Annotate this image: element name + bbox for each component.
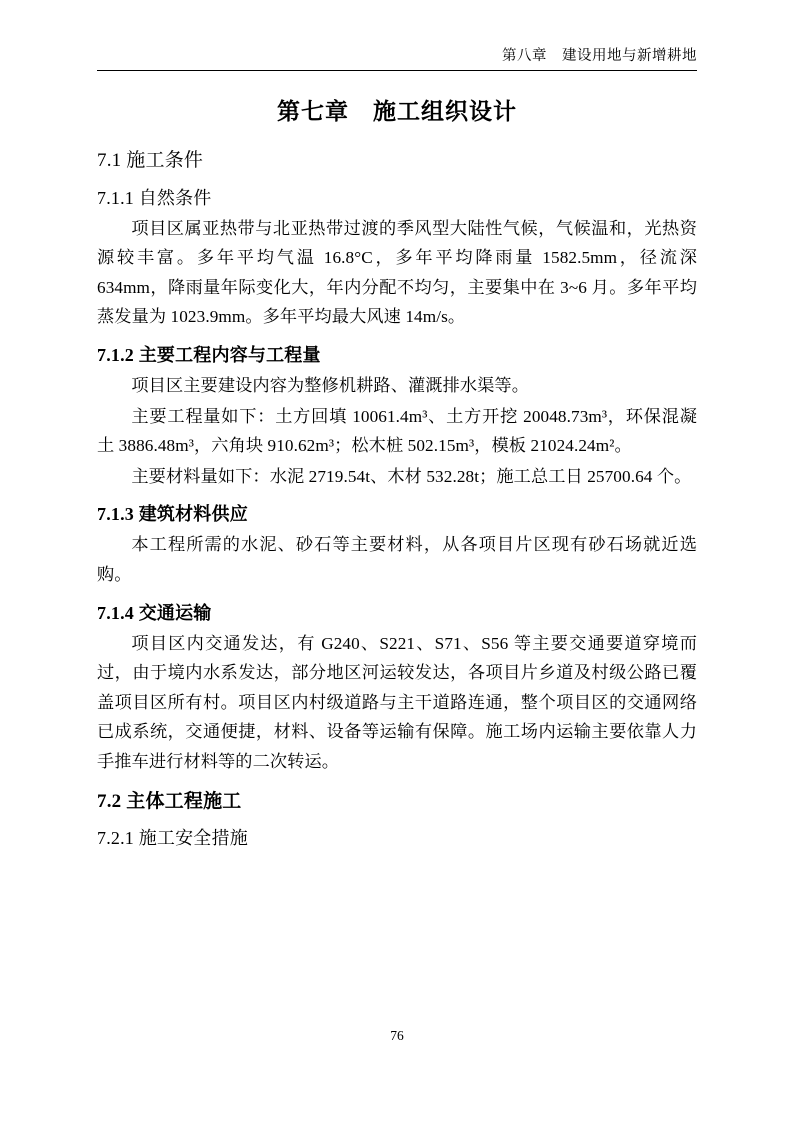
section-heading-7-1: 7.1 施工条件 bbox=[97, 150, 204, 171]
section-heading-7-2-1: 7.2.1 施工安全措施 bbox=[97, 828, 248, 849]
section-heading-7-2: 7.2 主体工程施工 bbox=[97, 790, 242, 812]
paragraph-quantities: 主要工程量如下：土方回填 10061.4m³、土方开挖 20048.73m³，环保混凝土 3886.48m³，六角块 910.62m³；松木桩 502.15m³，模板 21024.24m²。 bbox=[97, 406, 697, 456]
section-heading-7-1-2: 7.1.2 主要工程内容与工程量 bbox=[97, 344, 321, 365]
paragraph-main-content: 项目区主要建设内容为整修机耕路、灌溉排水渠等。 bbox=[131, 376, 530, 396]
section-heading-7-1-3: 7.1.3 建筑材料供应 bbox=[97, 504, 248, 525]
paragraph-material-supply: 本工程所需的水泥、砂石等主要材料，从各项目片区现有砂石场就近选购。 bbox=[97, 535, 697, 585]
section-heading-7-1-1: 7.1.1 自然条件 bbox=[97, 187, 212, 208]
paragraph-transportation: 项目区内交通发达，有 G240、S221、S71、S56 等主要交通要道穿境而过，由于境内水系发达，部分地区河运较发达，各项目片乡道及村级公路已覆盖项目区所有村。项目区内村级道路与主干道路连通，整个项目区的交通网络已成系统，交通便捷，材料、设备等运输有保障。施工场内运输主要依靠人力手推车进行材料等的二次转运。 bbox=[97, 633, 697, 772]
page-number: 76 bbox=[390, 1028, 404, 1043]
section-heading-7-1-4: 7.1.4 交通运输 bbox=[97, 602, 212, 623]
page-title: 第七章 施工组织设计 bbox=[277, 99, 517, 124]
paragraph-natural-conditions: 项目区属亚热带与北亚热带过渡的季风型大陆性气候，气候温和，光热资源较丰富。多年平均气温 16.8°C，多年平均降雨量 1582.5mm，径流深 634mm，降雨量年际变化大，年内分配不均匀，主要集中在 3~6 月。多年平均蒸发量为 1023.9mm。多年平均最大风速 14m/s。 bbox=[97, 218, 697, 327]
document-body bbox=[97, 136, 697, 854]
page-content bbox=[97, 0, 697, 1122]
paragraph-materials: 主要材料量如下：水泥 2719.54t、木材 532.28t；施工总工日 25700.64 个。 bbox=[131, 466, 692, 486]
running-header: 第八章 建设用地与新增耕地 bbox=[502, 48, 697, 64]
header-divider bbox=[97, 70, 697, 71]
